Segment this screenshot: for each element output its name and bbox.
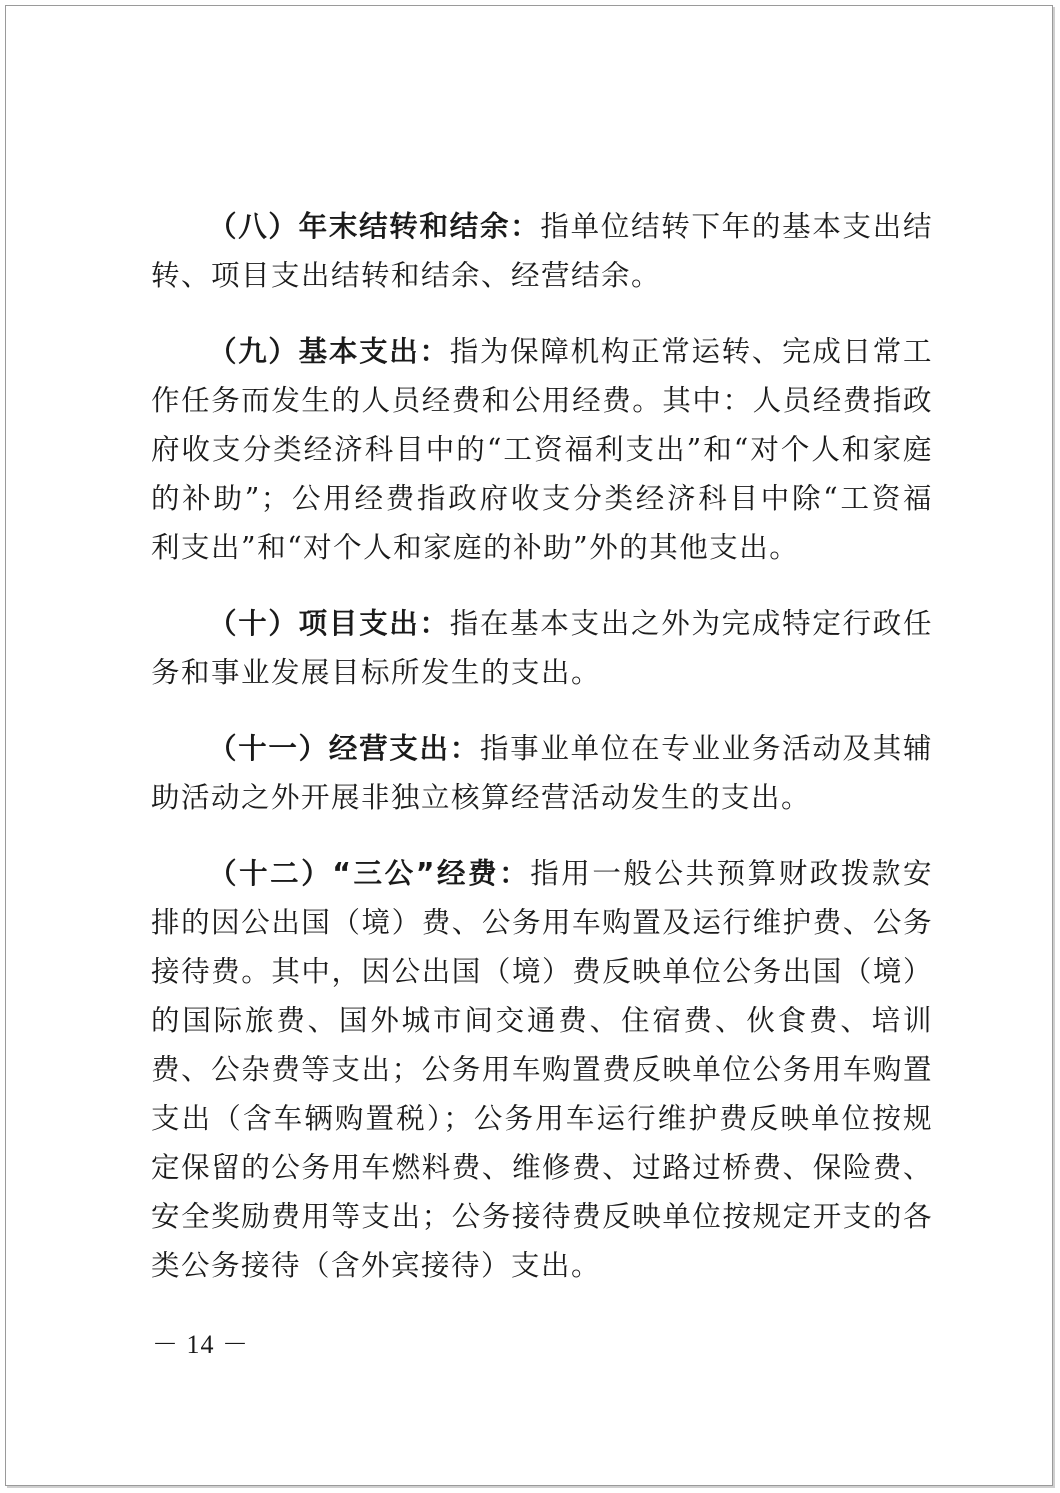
paragraph-text: 指为保障机构正常运转、完成日常工作任务而发生的人员经费和公用经费。其中：人员经费指政府收支分类经济科目中的“工资福利支出”和“对个人和家庭的补助”；公用经费指政府收支分类经济科目中除“工资福利支出”和“对个人和家庭的补助”外的其他支出。 — [151, 335, 933, 564]
document-body — [151, 202, 933, 1317]
paragraph-operating-expenditure — [151, 724, 933, 822]
paragraph-heading: （十）项目支出： — [208, 607, 450, 640]
document-page — [5, 5, 1053, 1486]
paragraph-project-expenditure — [151, 599, 933, 697]
paragraph-basic-expenditure — [151, 327, 933, 572]
paragraph-text: 指事业单位在专业业务活动及其辅助活动之外开展非独立核算经营活动发生的支出。 — [151, 732, 933, 814]
paragraph-heading: （八）年末结转和结余： — [208, 210, 541, 243]
paragraph-text: 指单位结转下年的基本支出结转、项目支出结转和结余、经营结余。 — [151, 210, 933, 292]
paragraph-heading: （十一）经营支出： — [208, 732, 480, 765]
paragraph-text: 指用一般公共预算财政拨款安排的因公出国（境）费、公务用车购置及运行维护费、公务接待费。其中，因公出国（境）费反映单位公务出国（境）的国际旅费、国外城市间交通费、住宿费、伙食费、培训费、公杂费等支出；公务用车购置费反映单位公务用车购置支出（含车辆购置税）；公务用车运行维护费反映单位按规定保留的公务用车燃料费、维修费、过路过桥费、保险费、安全奖励费用等支出；公务接待费反映单位按规定开支的各类公务接待（含外宾接待）支出。 — [151, 857, 933, 1282]
paragraph-three-public-expenses — [151, 849, 933, 1290]
paragraph-year-end-carryover — [151, 202, 933, 300]
paragraph-heading: （十二）“三公”经费： — [208, 857, 531, 890]
paragraph-text: 指在基本支出之外为完成特定行政任务和事业发展目标所发生的支出。 — [151, 607, 933, 689]
page-number: － 14 － — [152, 1330, 250, 1359]
paragraph-heading: （九）基本支出： — [208, 335, 450, 368]
